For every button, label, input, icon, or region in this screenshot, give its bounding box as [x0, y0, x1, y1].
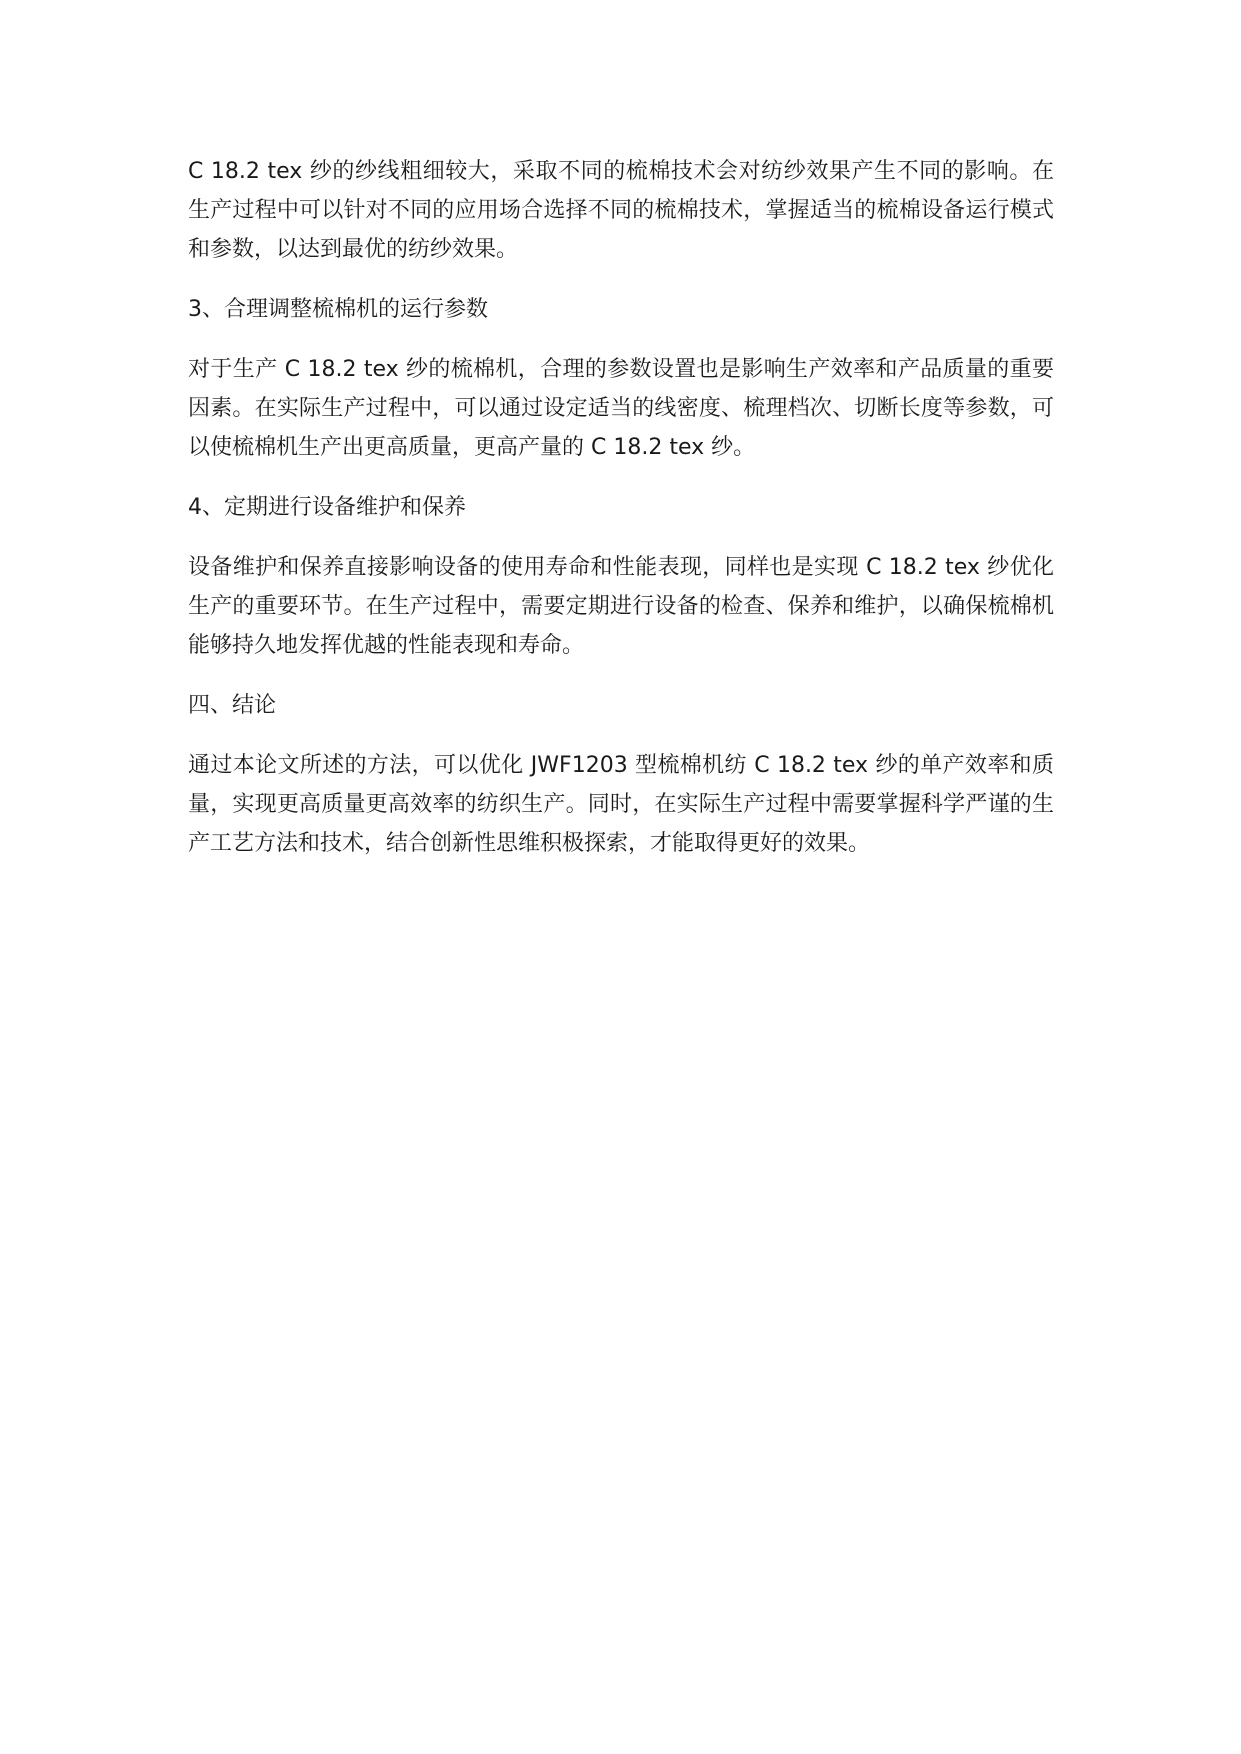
paragraph-maintenance: 设备维护和保养直接影响设备的使用寿命和性能表现，同样也是实现 C 18.2 tex 纱优化生产的重要环节。在生产过程中，需要定期进行设备的检查、保养和维护，以确保梳棉机能够持久地发挥优越的性能表现和寿命。	[188, 555, 1054, 658]
paragraph-parameters: 对于生产 C 18.2 tex 纱的梳棉机，合理的参数设置也是影响生产效率和产品质量的重要因素。在实际生产过程中，可以通过设定适当的线密度、梳理档次、切断长度等参数，可以使梳棉机生产出更高质量，更高产量的 C 18.2 tex 纱。	[188, 357, 1054, 460]
spacer	[188, 665, 1054, 686]
spacer	[188, 329, 1054, 350]
document-body	[188, 152, 1054, 863]
paragraph-yarn-combing: C 18.2 tex 纱的纱线粗细较大，采取不同的梳棉技术会对纺纱效果产生不同的影响。在生产过程中可以针对不同的应用场合选择不同的梳棉技术，掌握适当的梳棉设备运行模式和参数，以达到最优的纺纱效果。	[188, 159, 1054, 262]
paragraph-conclusion: 通过本论文所述的方法，可以优化 JWF1203 型梳棉机纺 C 18.2 tex 纱的单产效率和质量，实现更高质量更高效率的纺织生产。同时，在实际生产过程中需要掌握科学严谨的生产工艺方法和技术，结合创新性思维积极探索，才能取得更好的效果。	[188, 753, 1054, 856]
section-heading-4: 4、定期进行设备维护和保养	[188, 495, 466, 520]
section-heading-3: 3、合理调整梳棉机的运行参数	[188, 297, 488, 322]
spacer	[188, 269, 1054, 290]
section-heading-conclusion: 四、结论	[188, 693, 277, 718]
spacer	[188, 527, 1054, 548]
spacer	[188, 725, 1054, 746]
spacer	[188, 467, 1054, 488]
